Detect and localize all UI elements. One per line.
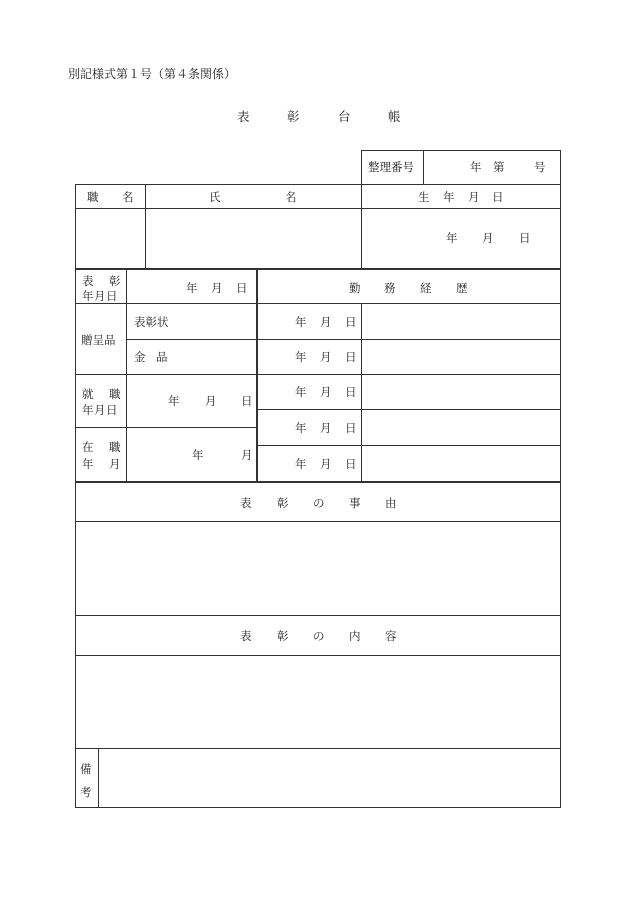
career-row-day: 日 [345,421,357,435]
employment-date-label: 就 [82,387,94,401]
reason-header: 表 [240,496,252,510]
birth-value: 月 [482,231,494,245]
tenure-value: 年 [192,448,204,462]
career-row-day: 日 [345,457,357,471]
career-header: 経 [420,281,432,295]
title-char: 表 [237,109,250,124]
title-char: 台 [338,109,351,124]
gift-money: 品 [156,350,168,364]
employment-date-label: 職 [109,387,121,401]
name-header: 名 [285,190,297,204]
ref-go: 号 [534,160,546,174]
content-header: 彰 [277,629,289,643]
career-row-month: 月 [320,315,332,329]
career-header: 勤 [349,281,361,295]
career-row-day: 日 [345,350,357,364]
tenure-label: 月 [109,457,121,471]
title-char: 帳 [388,109,401,124]
reason-header: 由 [385,496,397,510]
birth-value: 日 [519,231,531,245]
birth-header: 生 [418,190,430,204]
remarks-label: 備 [80,762,92,776]
content-header: 容 [385,629,397,643]
reason-header: 事 [349,496,361,510]
ref-year: 年 [470,160,482,174]
career-row-year: 年 [295,385,307,399]
birth-value: 年 [446,231,458,245]
award-date-label: 年月日 [82,289,118,303]
form-label: 別記様式第１号（第４条関係） [68,67,237,81]
tenure-label: 職 [109,440,121,454]
title-char: 彰 [287,109,300,124]
award-date-value: 月 [211,281,223,295]
employment-date-value: 日 [241,394,253,408]
birth-header: 年 [443,190,455,204]
position-header: 職 [87,190,99,204]
award-date-label: 彰 [109,274,121,288]
reason-header: の [313,496,325,510]
birth-header: 日 [492,190,504,204]
career-row-month: 月 [320,457,332,471]
award-date-label: 表 [82,274,94,288]
career-row-day: 日 [345,315,357,329]
career-row-month: 月 [320,385,332,399]
tenure-value: 月 [241,448,253,462]
reason-header: 彰 [277,496,289,510]
content-header: の [313,629,325,643]
tenure-label: 在 [82,440,94,454]
name-header: 氏 [209,190,221,204]
career-row-year: 年 [295,315,307,329]
career-row-year: 年 [295,421,307,435]
career-row-month: 月 [320,421,332,435]
gift-certificate: 表彰状 [134,315,169,329]
ref-dai: 第 [493,160,505,174]
career-header: 務 [384,281,396,295]
career-row-year: 年 [295,457,307,471]
award-date-value: 日 [236,281,248,295]
ref-number-label: 整理番号 [368,160,414,174]
award-date-value: 年 [186,281,198,295]
content-header: 表 [240,629,252,643]
career-row-month: 月 [320,350,332,364]
gift-money: 金 [134,350,146,364]
content-header: 内 [349,629,361,643]
career-row-year: 年 [295,350,307,364]
employment-date-label: 年月日 [82,403,118,417]
career-row-day: 日 [345,385,357,399]
career-header: 歴 [456,281,468,295]
remarks-label: 考 [80,785,92,799]
birth-header: 月 [468,190,480,204]
tenure-label: 年 [82,457,94,471]
employment-date-value: 月 [205,394,217,408]
gifts-label: 贈呈品 [81,333,116,347]
position-header: 名 [122,190,134,204]
employment-date-value: 年 [168,394,180,408]
